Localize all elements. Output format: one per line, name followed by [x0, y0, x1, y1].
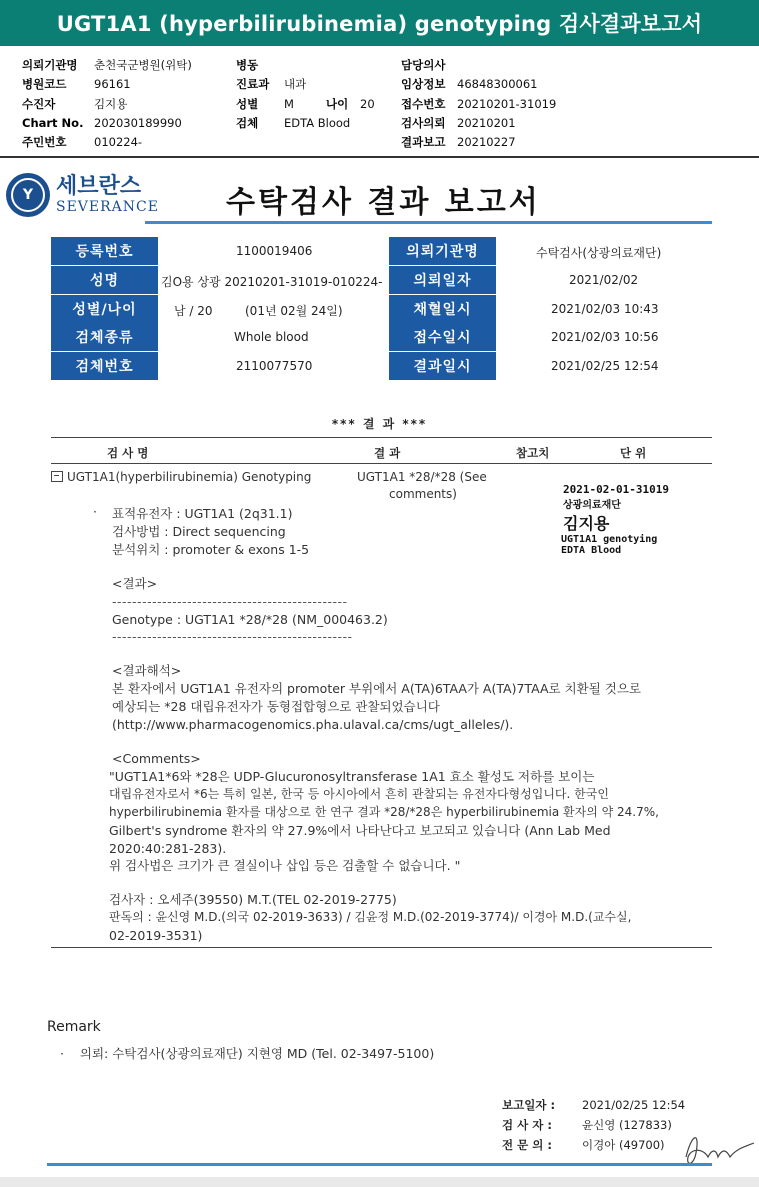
meta-label: 성별: [236, 96, 259, 111]
signoff-value: 이경아 (49700): [582, 1138, 665, 1152]
meta-label: 병원코드: [22, 77, 67, 92]
info-value: 수탁검사(상광의료재단): [536, 246, 662, 260]
meta-label: 수진자: [22, 96, 56, 111]
info-label: 접수일시: [389, 323, 496, 351]
interp-title: <결과해석>: [112, 663, 182, 678]
info-label: 결과일시: [389, 352, 496, 380]
header-divider: [51, 463, 712, 464]
section-divider: [51, 947, 712, 948]
meta-value: 춘천국군병원(위탁): [94, 58, 192, 72]
stamp-line: 2021-02-01-31019: [563, 483, 669, 496]
info-label: 성명: [51, 266, 158, 294]
meta-value: 20210227: [457, 135, 516, 150]
meta-divider: [0, 156, 759, 158]
target-gene: 표적유전자 : UGT1A1 (2q31.1): [112, 506, 293, 521]
signoff-label: 보고일자 :: [502, 1098, 556, 1112]
meta-label: 진료과: [236, 77, 270, 92]
result-box-icon: [51, 471, 63, 482]
interp-line: 예상되는 *28 대립유전자가 동형접합형으로 관찰되었습니다: [112, 699, 440, 714]
remark-line: [60, 1044, 434, 1062]
meta-label: Chart No.: [22, 115, 84, 130]
info-label: 의뢰일자: [389, 266, 496, 294]
meta-label: 주민번호: [22, 135, 67, 150]
stamp-line: 김지용: [563, 514, 610, 533]
meta-value: 김지용: [94, 96, 128, 111]
comment-line: 위 검사법은 크기가 큰 결실이나 삽입 등은 검출할 수 없습니다. ": [109, 858, 461, 873]
info-value: 김O용 상광 20210201-31019-010224-: [161, 275, 383, 289]
signoff-value: 윤신영 (127833): [582, 1118, 672, 1132]
meta-value: 202030189990: [94, 115, 182, 130]
results-divider: [51, 437, 712, 438]
comment-line: "UGT1A1*6와 *28은 UDP-Glucuronosyltransferase 1A1 효소 활성도 저하를 보이는: [109, 769, 595, 784]
interp-line: (http://www.pharmacogenomics.pha.ulaval.ca/cms/ugt_alleles/).: [112, 717, 514, 732]
dash-line: ------------------------------------------------: [112, 629, 353, 644]
meta-label: 병동: [236, 58, 259, 72]
meta-value: 20210201-31019: [457, 96, 557, 111]
info-label: 채혈일시: [389, 295, 496, 323]
analysis-region: 분석위치 : promoter & exons 1-5: [112, 542, 310, 557]
info-value: 남 / 20: [174, 304, 213, 318]
meta-value: 20210201: [457, 115, 516, 130]
bottom-line: [47, 1163, 712, 1166]
reader-line: 판독의 : 윤신영 M.D.(의국 02-2019-3633) / 김윤정 M.D.(02-2019-3774)/ 이경아 M.D.(교수실,: [109, 910, 632, 924]
meta-label: 접수번호: [401, 96, 446, 111]
genotype-line: Genotype : UGT1A1 *28/*28 (NM_000463.2): [112, 612, 388, 627]
info-label: 성별/나이: [51, 295, 158, 323]
footer-strip: [0, 1177, 759, 1187]
meta-label: 임상정보: [401, 77, 446, 92]
meta-col-2: [236, 56, 375, 133]
bullet: ·: [60, 1046, 64, 1061]
meta-label: 검체: [236, 115, 259, 130]
col-header-result: 결 과: [374, 446, 401, 460]
title-underline: [145, 221, 712, 224]
info-label: 의뢰기관명: [389, 237, 496, 265]
info-value: 1100019406: [236, 244, 313, 258]
scanned-report: [0, 165, 759, 1175]
meta-label: 의뢰기관명: [22, 58, 78, 72]
info-value: 2110077570: [236, 359, 313, 373]
meta-col-1: [22, 56, 192, 152]
reader-line: 02-2019-3531): [109, 928, 203, 943]
test-result-line1: UGT1A1 *28/*28 (See: [357, 470, 487, 484]
result-section-title: <결과>: [112, 576, 158, 591]
comment-line: Gilbert's syndrome 환자의 약 27.9%에서 나타난다고 보고되고 있습니다 (Ann Lab Med: [109, 823, 611, 838]
meta-value: EDTA Blood: [284, 115, 351, 130]
info-label: 검체종류: [51, 323, 158, 351]
signoff-label: 검 사 자 :: [502, 1118, 552, 1132]
comment-line: hyperbilirubinemia 환자를 대상으로 한 연구 결과 *28/*28은 hyperbilirubinemia 환자의 약 24.7%,: [109, 805, 659, 819]
bullet: ·: [93, 504, 97, 519]
meta-value: 010224-: [94, 135, 143, 150]
col-header-name: 검 사 명: [107, 446, 149, 460]
comments-title: <Comments>: [112, 751, 201, 766]
university-seal-icon: Y: [6, 173, 50, 217]
severance-logo: [6, 173, 159, 217]
examiner-line: 검사자 : 오세주(39550) M.T.(TEL 02-2019-2775): [109, 892, 397, 907]
test-method: 검사방법 : Direct sequencing: [112, 524, 286, 539]
test-result-line2: comments): [389, 487, 457, 501]
meta-label: 결과보고: [401, 135, 446, 150]
patient-info-box: [51, 235, 712, 383]
logo-english: SEVERANCE: [56, 199, 159, 215]
info-value: Whole blood: [234, 330, 309, 344]
stamp-line: 상광의료재단: [563, 500, 621, 511]
specimen-label-stamp: [557, 483, 719, 563]
col-header-ref: 참고치: [516, 446, 550, 460]
logo-korean: 세브란스: [56, 174, 142, 199]
meta-value: M: [284, 96, 294, 111]
meta-label: 검사의뢰: [401, 115, 446, 130]
dash-line: -----------------------------------------------: [112, 594, 348, 609]
stamp-line: UGT1A1 genotying: [561, 534, 658, 545]
meta-value: 46848300061: [457, 77, 538, 92]
remark-text: 의뢰: 수탁검사(상광의료재단) 지현영 MD (Tel. 02-3497-5100): [79, 1046, 435, 1061]
signoff-value: 2021/02/25 12:54: [582, 1098, 686, 1112]
comment-line: 2020:40:281-283).: [109, 841, 227, 856]
meta-label: 담당의사: [401, 58, 446, 72]
info-value: 2021/02/02: [569, 273, 639, 287]
meta-label: 나이: [326, 96, 349, 111]
col-header-unit: 단 위: [620, 446, 647, 460]
meta-value: 내과: [284, 77, 307, 92]
stamp-line: EDTA Blood: [561, 545, 622, 556]
document-title: 수탁검사 결과 보고서: [226, 185, 541, 220]
info-label: 등록번호: [51, 237, 158, 265]
info-value: 2021/02/25 12:54: [551, 359, 659, 373]
interp-line: 본 환자에서 UGT1A1 유전자의 promoter 부위에서 A(TA)6TAA가 A(TA)7TAA로 치환될 것으로: [112, 681, 641, 696]
info-value-extra: (01년 02월 24일): [245, 304, 343, 318]
meta-value: 20: [360, 96, 375, 111]
meta-value: 96161: [94, 77, 131, 92]
signoff-label: 전 문 의 :: [502, 1138, 552, 1152]
info-value: 2021/02/03 10:43: [551, 302, 659, 316]
sign-off-block: [502, 1095, 685, 1155]
info-label: 검체번호: [51, 352, 158, 380]
test-name: [51, 469, 311, 486]
remark-title: Remark: [47, 1019, 101, 1035]
meta-col-3: [401, 56, 556, 152]
report-title: UGT1A1 (hyperbilirubinemia) genotyping 검사결과보고서: [0, 0, 759, 46]
comment-line: 대립유전자로서 *6는 특히 일본, 한국 등 아시아에서 흔히 관찰되는 유전자다형성입니다. 한국인: [109, 787, 609, 801]
test-name-text: UGT1A1(hyperbilirubinemia) Genotyping: [67, 470, 312, 484]
results-heading: *** 결 과 ***: [331, 417, 428, 431]
info-value: 2021/02/03 10:56: [551, 330, 659, 344]
